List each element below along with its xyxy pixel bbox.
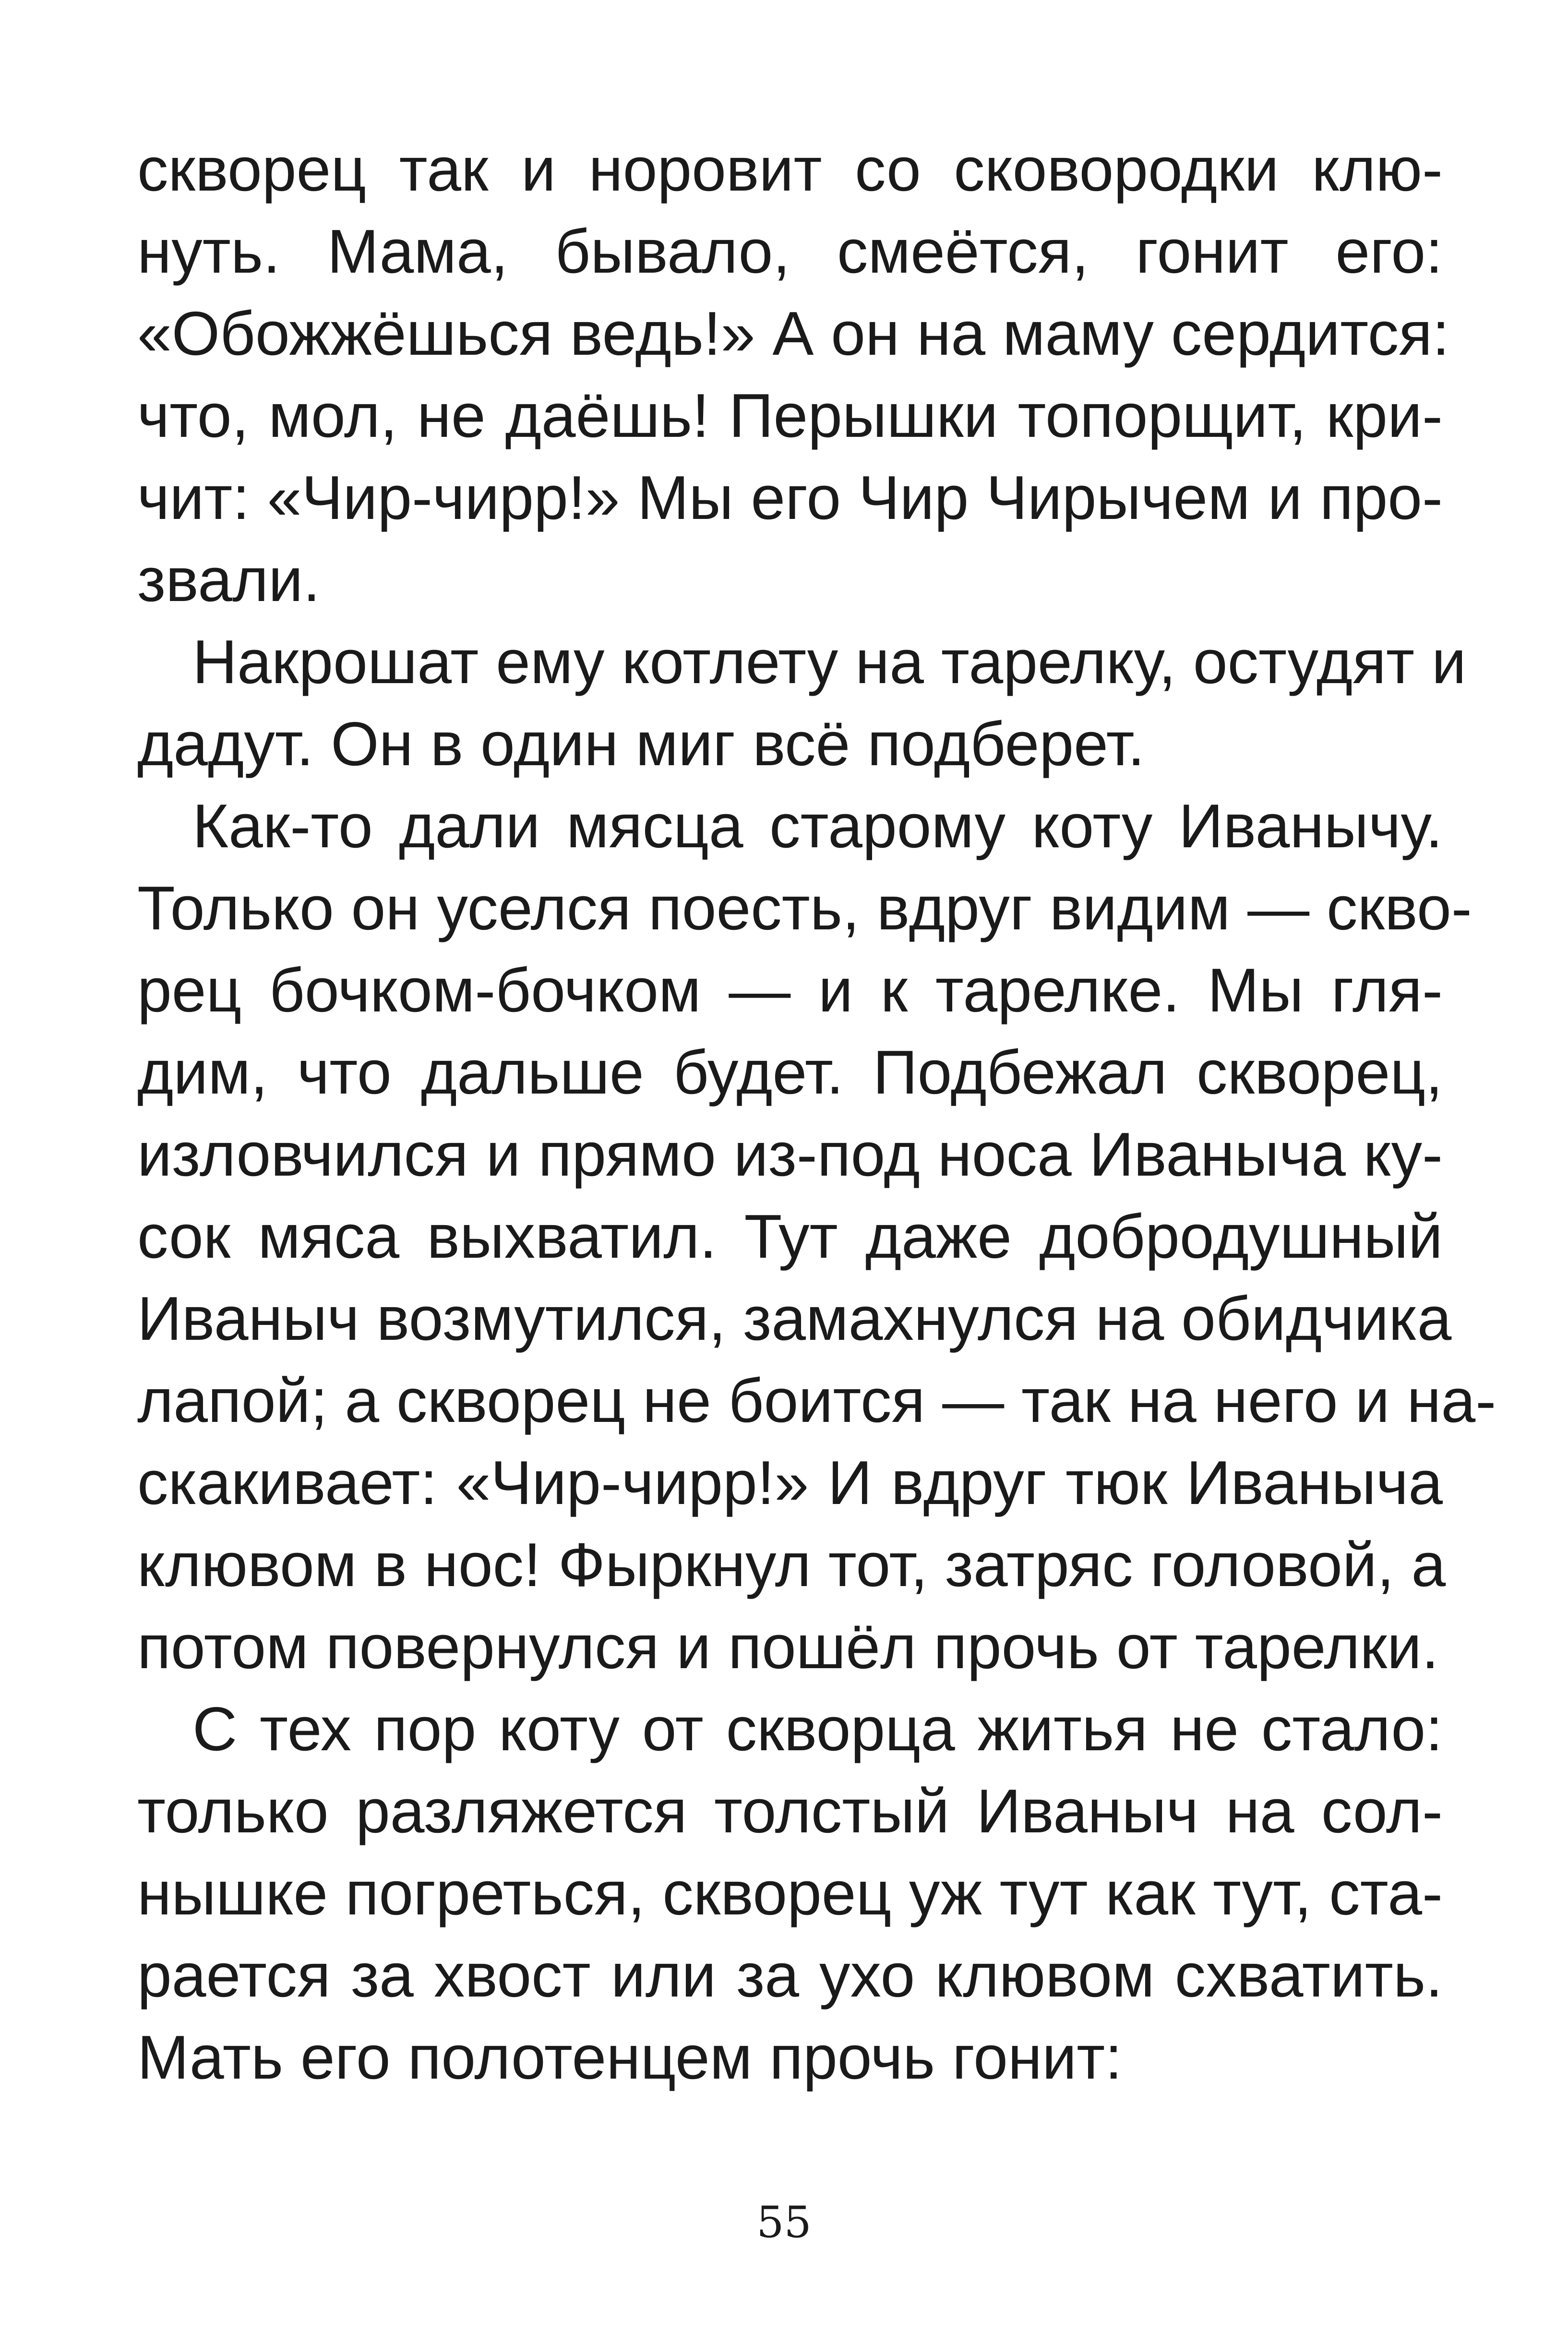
text-line: только разляжется толстый Иваныч на сол- xyxy=(137,1777,1443,1846)
text-line: Только он уселся поесть, вдруг видим — скво- xyxy=(137,874,1472,943)
text-line: «Обожжёшься ведь!» А он на маму сердится: xyxy=(137,299,1450,368)
text-line: звали. xyxy=(137,545,321,614)
text-line: Как-то дали мясца старому коту Иванычу. xyxy=(192,792,1443,861)
text-line: рец бочком-бочком — и к тарелке. Мы гля- xyxy=(137,956,1443,1025)
text-line: что, мол, не даёшь! Перышки топорщит, кри- xyxy=(137,381,1443,450)
paragraph-2 xyxy=(137,621,1466,785)
paragraph-1 xyxy=(137,129,1450,621)
text-line: Иваныч возмутился, замахнулся на обидчика xyxy=(137,1284,1452,1353)
text-line: скакивает: «Чир-чирр!» И вдруг тюк Иваныча xyxy=(137,1448,1443,1517)
paragraph-4 xyxy=(137,1688,1443,2099)
text-line: рается за хвост или за ухо клювом схватить. xyxy=(137,1941,1443,2010)
paragraph-3 xyxy=(137,785,1496,1688)
page-number: 55 xyxy=(756,2197,812,2248)
text-line: скворец так и норовит со сковородки клю- xyxy=(137,135,1443,204)
text-line: чит: «Чир-чирр!» Мы его Чир Чирычем и про- xyxy=(137,463,1443,532)
text-line: С тех пор коту от скворца житья не стало: xyxy=(192,1695,1443,1764)
text-line: клювом в нос! Фыркнул тот, затряс головой, а xyxy=(137,1530,1446,1600)
text-line: дим, что дальше будет. Подбежал скворец, xyxy=(137,1038,1443,1107)
text-line: дадут. Он в один миг всё подберет. xyxy=(137,710,1145,779)
text-line: сок мяса выхватил. Тут даже добродушный xyxy=(137,1202,1443,1271)
body-text xyxy=(137,129,1496,2099)
text-line: нуть. Мама, бывало, смеётся, гонит его: xyxy=(137,217,1443,286)
text-line: изловчился и прямо из-под носа Иваныча ку- xyxy=(137,1120,1443,1189)
text-line: нышке погреться, скворец уж тут как тут, ста- xyxy=(137,1859,1443,1928)
text-line: Мать его полотенцем прочь гонит: xyxy=(137,2023,1123,2092)
text-line: потом повернулся и пошёл прочь от тарелки. xyxy=(137,1612,1439,1682)
text-line: Накрошат ему котлету на тарелку, остудят и xyxy=(192,627,1466,697)
text-line: лапой; а скворец не боится — так на него и на- xyxy=(137,1366,1496,1435)
